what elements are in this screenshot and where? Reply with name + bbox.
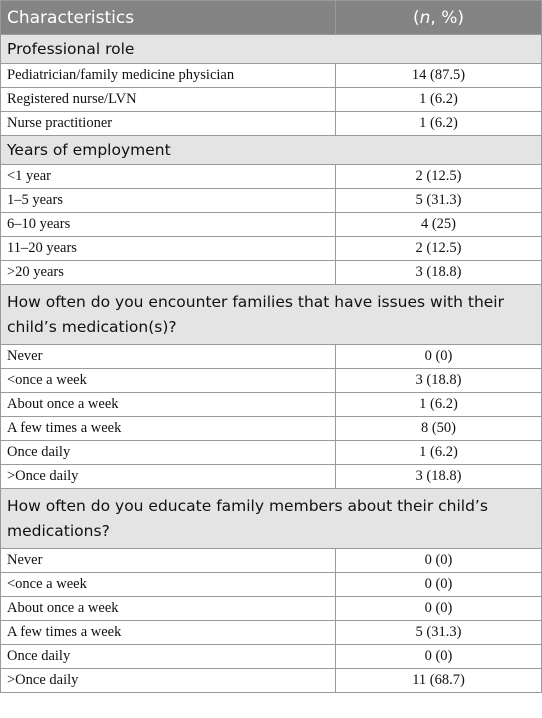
row-label: <once a week	[1, 573, 336, 597]
header-percent: , %)	[430, 7, 464, 28]
row-value: 2 (12.5)	[336, 237, 542, 261]
header-n-percent	[336, 1, 542, 35]
row-label: A few times a week	[1, 417, 336, 441]
row-value: 1 (6.2)	[336, 112, 542, 136]
row-label: 1–5 years	[1, 189, 336, 213]
table-row	[1, 237, 542, 261]
table-row	[1, 597, 542, 621]
table-row	[1, 213, 542, 237]
row-value: 3 (18.8)	[336, 465, 542, 489]
row-label: >Once daily	[1, 465, 336, 489]
table-body	[1, 35, 542, 693]
table-row	[1, 189, 542, 213]
section-header	[1, 285, 542, 345]
row-label: >Once daily	[1, 669, 336, 693]
row-value: 1 (6.2)	[336, 88, 542, 112]
table-row	[1, 88, 542, 112]
section-title: How often do you educate family members about their child’s medications?	[1, 489, 542, 549]
section-title: Professional role	[1, 35, 542, 64]
section-title: Years of employment	[1, 136, 542, 165]
header-n: n	[419, 7, 431, 28]
row-value: 5 (31.3)	[336, 621, 542, 645]
table-row	[1, 393, 542, 417]
table-row	[1, 621, 542, 645]
section-header	[1, 489, 542, 549]
header-row	[1, 1, 542, 35]
table-row	[1, 441, 542, 465]
row-label: About once a week	[1, 597, 336, 621]
row-label: <1 year	[1, 165, 336, 189]
row-value: 0 (0)	[336, 345, 542, 369]
table-row	[1, 417, 542, 441]
table-row	[1, 345, 542, 369]
row-label: Nurse practitioner	[1, 112, 336, 136]
row-value: 4 (25)	[336, 213, 542, 237]
section-title: How often do you encounter families that have issues with their child’s medication(s)?	[1, 285, 542, 345]
table-row	[1, 645, 542, 669]
row-value: 14 (87.5)	[336, 64, 542, 88]
row-label: Never	[1, 345, 336, 369]
row-label: Once daily	[1, 441, 336, 465]
table-row	[1, 64, 542, 88]
table-row	[1, 573, 542, 597]
row-value: 5 (31.3)	[336, 189, 542, 213]
row-value: 0 (0)	[336, 549, 542, 573]
table-row	[1, 669, 542, 693]
row-label: Once daily	[1, 645, 336, 669]
row-value: 2 (12.5)	[336, 165, 542, 189]
row-label: About once a week	[1, 393, 336, 417]
row-label: 6–10 years	[1, 213, 336, 237]
row-value: 11 (68.7)	[336, 669, 542, 693]
row-value: 1 (6.2)	[336, 393, 542, 417]
row-value: 0 (0)	[336, 597, 542, 621]
row-label: >20 years	[1, 261, 336, 285]
section-header	[1, 136, 542, 165]
table-row	[1, 369, 542, 393]
row-value: 0 (0)	[336, 645, 542, 669]
row-value: 1 (6.2)	[336, 441, 542, 465]
table-row	[1, 465, 542, 489]
table-row	[1, 261, 542, 285]
row-value: 3 (18.8)	[336, 369, 542, 393]
table-row	[1, 165, 542, 189]
header-characteristics: Characteristics	[1, 1, 336, 35]
header-paren-open: (	[412, 7, 420, 28]
row-label: Never	[1, 549, 336, 573]
section-header	[1, 35, 542, 64]
table-row	[1, 549, 542, 573]
row-label: A few times a week	[1, 621, 336, 645]
row-value: 0 (0)	[336, 573, 542, 597]
table-row	[1, 112, 542, 136]
row-label: <once a week	[1, 369, 336, 393]
table-header	[1, 1, 542, 35]
row-label: 11–20 years	[1, 237, 336, 261]
row-value: 8 (50)	[336, 417, 542, 441]
row-value: 3 (18.8)	[336, 261, 542, 285]
row-label: Registered nurse/LVN	[1, 88, 336, 112]
row-label: Pediatrician/family medicine physician	[1, 64, 336, 88]
